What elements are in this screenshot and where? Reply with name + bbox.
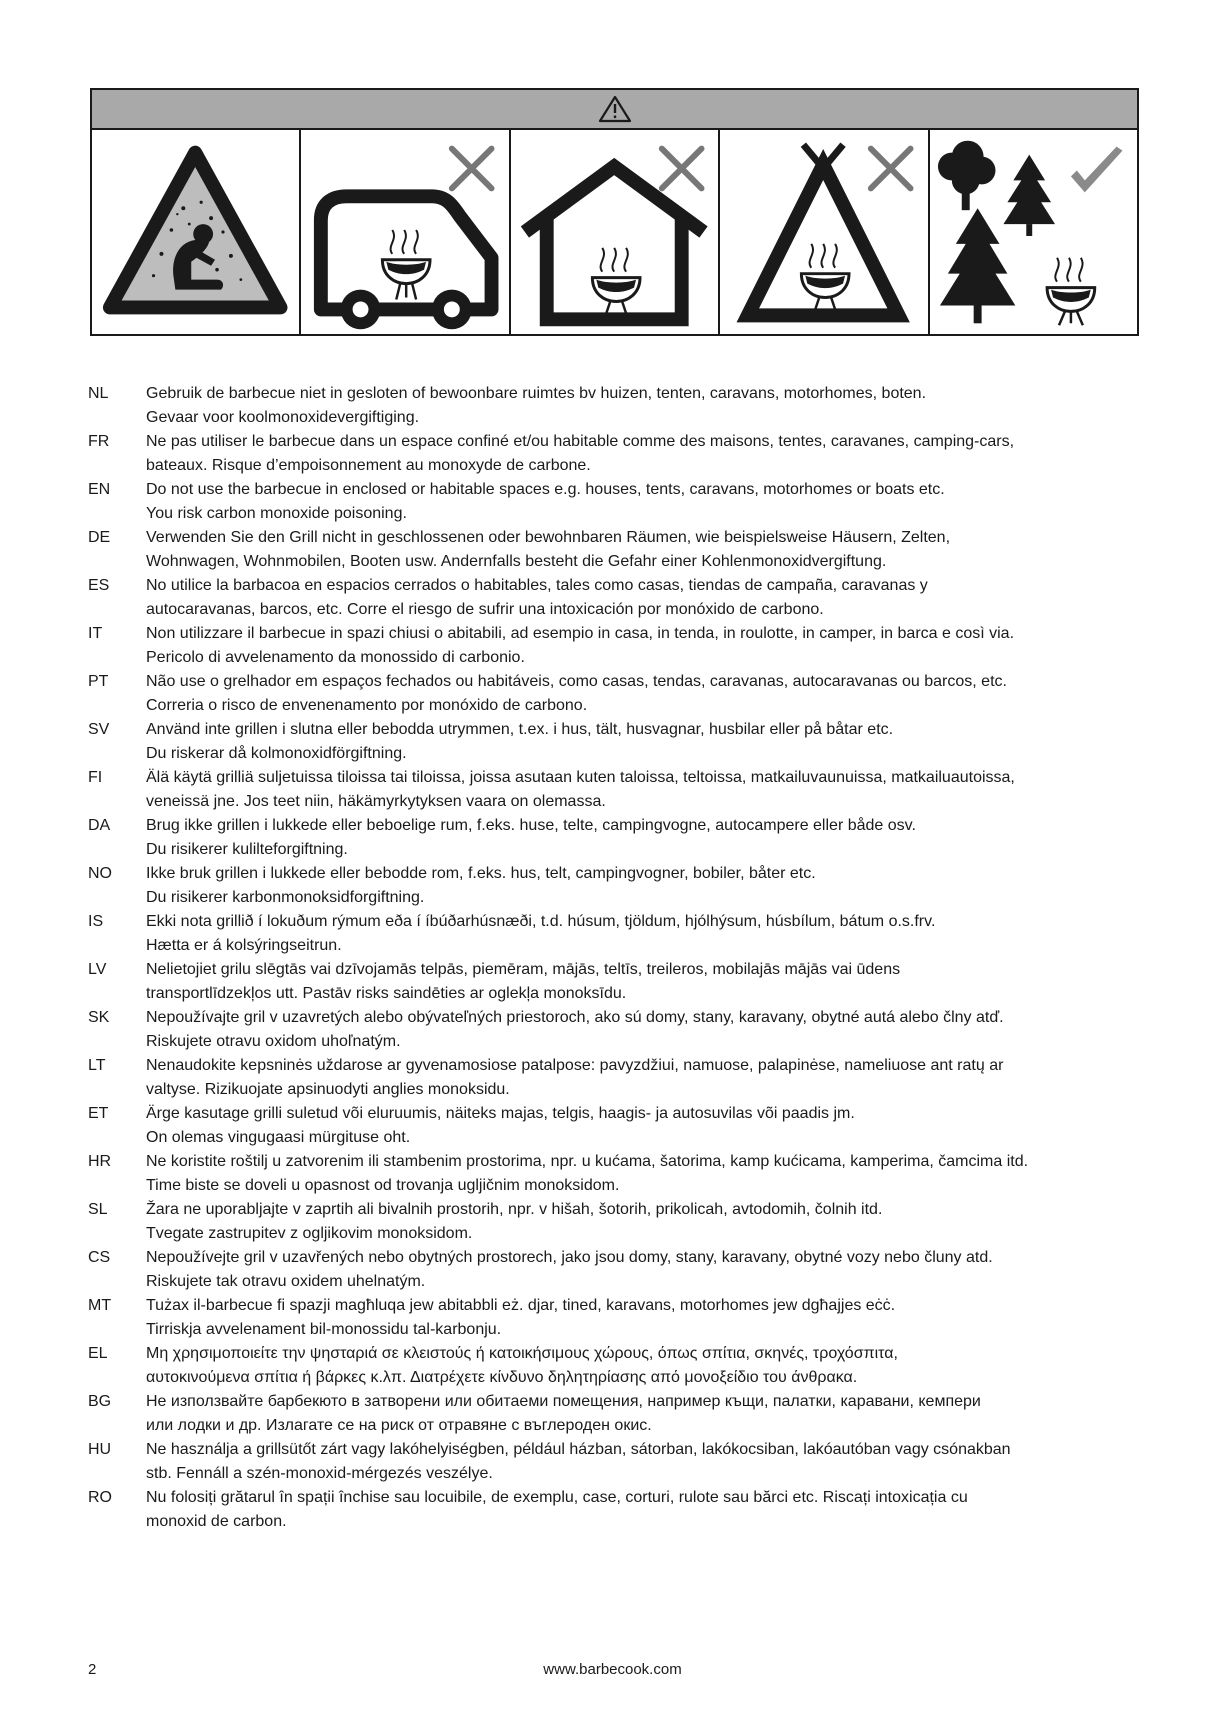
warning-text: Älä käytä grilliä suljetuissa tiloissa tai tiloissa, joissa asutaan kuten taloissa, teltoissa, matkailuvaunuissa, matkailuautoissa, veneissä jne. Jos teet niin, häkämyrkytyksen vaara on olemassa. (146, 769, 1015, 810)
warning-entry (88, 1102, 1148, 1150)
language-code: LT (88, 1057, 106, 1074)
panel-vehicle-prohibited (301, 130, 510, 336)
warning-text: Brug ikke grillen i lukkede eller beboelige rum, f.eks. huse, telte, campingvogne, autocampere eller både osv. Du risikerer kulilteforgiftning. (146, 817, 916, 858)
warning-text: Nenaudokite kepsninės uždarose ar gyvenamosiose patalpose: pavyzdžiui, namuose, palapinėse, nameliuose ant ratų ar valtyse. Rizikuojate apsinuodyti anglies monoksidu. (146, 1057, 1004, 1098)
warning-entry (88, 958, 1148, 1006)
language-code: SK (88, 1009, 110, 1026)
barbecue-outdoors-allowed-icon (930, 130, 1137, 336)
warning-entry (88, 622, 1148, 670)
warning-text: Ne pas utiliser le barbecue dans un espace confiné et/ou habitable comme des maisons, tentes, caravanes, camping-cars, bateaux. Risque d’empoisonnement au monoxyde de carbone. (146, 433, 1015, 474)
warning-entry (88, 1390, 1148, 1438)
warning-text: Nelietojiet grilu slēgtās vai dzīvojamās telpās, piemēram, mājās, teltīs, treileros, mobilajās mājās vai ūdens transportlīdzekļos utt. Pastāv risks saindēties ar oglekļa monoksīdu. (146, 961, 901, 1002)
warning-text: Nu folosiți grătarul în spații închise sau locuibile, de exemplu, case, corturi, rulote sau bărci etc. Riscați intoxicația cu monoxid de carbon. (146, 1489, 968, 1530)
language-code: SV (88, 721, 110, 738)
language-code: DA (88, 817, 111, 834)
warning-text: Tużax il-barbecue fi spazji magħluqa jew abitabbli eż. djar, tined, karavans, motorhomes jew dgħajjes eċċ. Tirriskja avvelenament bil-monossidu tal-karbonju. (146, 1297, 896, 1338)
warning-entry (88, 1054, 1148, 1102)
warning-entry (88, 1486, 1148, 1534)
language-code: ES (88, 577, 110, 594)
warning-text: Ikke bruk grillen i lukkede eller bebodde rom, f.eks. hus, telt, campingvogner, bobiler, båter etc. Du risikerer karbonmonoksidforgiftning. (146, 865, 816, 906)
warning-text: Не използвайте барбекюто в затворени или обитаеми помещения, например къщи, палатки, каравани, кемпери или лодки и др. Излагате се на риск от отравяне с въглероден окис. (146, 1393, 981, 1434)
panel-co-poisoning (92, 130, 301, 336)
language-code: BG (88, 1393, 112, 1410)
language-code: NO (88, 865, 112, 882)
language-code: PT (88, 673, 109, 690)
language-code: MT (88, 1297, 112, 1314)
warning-text: Ne használja a grillsütőt zárt vagy lakóhelyiségben, például házban, sátorban, lakókocsiban, lakóautóban vagy csónakban stb. Fennáll a szén-monoxid-mérgezés veszélye. (146, 1441, 1011, 1482)
warning-entry (88, 1294, 1148, 1342)
language-code: DE (88, 529, 111, 546)
panel-outdoors-allowed (930, 130, 1137, 336)
warning-entry (88, 1198, 1148, 1246)
language-code: EN (88, 481, 111, 498)
language-code: IS (88, 913, 104, 930)
warning-text: No utilice la barbacoa en espacios cerrados o habitables, tales como casas, tiendas de campaña, caravanas y autocaravanas, barcos, etc. Corre el riesgo de sufrir una intoxicación por monóxido de carbono. (146, 577, 928, 618)
warning-text: Μη χρησιμοποιείτε την ψησταριά σε κλειστούς ή κατοικήσιμους χώρους, όπως σπίτια, σκηνές, τροχόσπιτα, αυτοκινούμενα σπίτια ή βάρκες κ.λπ. Διατρέχετε κίνδυνο δηλητηρίασης από μονοξείδιο του άνθρακα. (146, 1345, 898, 1386)
language-code: HR (88, 1153, 112, 1170)
warning-entry (88, 862, 1148, 910)
warning-entry (88, 1342, 1148, 1390)
warning-text: Nepoužívejte gril v uzavřených nebo obytných prostorech, jako jsou domy, stany, karavany, obytné vozy nebo čluny atd. Riskujete tak otravu oxidem uhelnatým. (146, 1249, 993, 1290)
warning-text: Gebruik de barbecue niet in gesloten of bewoonbare ruimtes bv huizen, tenten, caravans, motorhomes, boten. Gevaar voor koolmonoxidevergiftiging. (146, 385, 927, 426)
warning-triangle-icon (598, 95, 632, 123)
warning-entry (88, 1150, 1148, 1198)
language-code: IT (88, 625, 103, 642)
warning-text: Ekki nota grillið í lokuðum rýmum eða í íbúðarhúsnæði, t.d. húsum, tjöldum, hjólhýsum, húsbílum, bátum o.s.frv. Hætta er á kolsýringseitrun. (146, 913, 936, 954)
warning-entry (88, 766, 1148, 814)
panel-house-prohibited (511, 130, 720, 336)
warning-entry (88, 382, 1148, 430)
warning-entry (88, 526, 1148, 574)
footer-url: www.barbecook.com (543, 1661, 682, 1678)
warning-text: Ärge kasutage grilli suletud või eluruumis, näiteks majas, telgis, haagis- ja autosuvilas või paadis jm. On olemas vingugaasi mürgituse oht. (146, 1105, 855, 1146)
language-code: NL (88, 385, 109, 402)
warning-entry (88, 814, 1148, 862)
warning-entry (88, 910, 1148, 958)
language-code: FR (88, 433, 110, 450)
warning-entry (88, 1246, 1148, 1294)
language-code: RO (88, 1489, 112, 1506)
warning-entry (88, 574, 1148, 622)
panel-tent-prohibited (720, 130, 929, 336)
warning-entry (88, 718, 1148, 766)
pictogram-panels (92, 130, 1137, 336)
warning-entry (88, 670, 1148, 718)
language-code: SL (88, 1201, 108, 1218)
barbecue-in-house-prohibited-icon (511, 130, 718, 336)
warning-entry (88, 1438, 1148, 1486)
barbecue-in-vehicle-prohibited-icon (301, 130, 508, 336)
barbecue-in-tent-prohibited-icon (720, 130, 927, 336)
page-number: 2 (88, 1661, 97, 1678)
warning-text: Žara ne uporabljajte v zaprtih ali bivalnih prostorih, npr. v hišah, šotorih, prikolicah, avtodomih, čolnih itd. Tvegate zastrupitev z ogljikovim monoksidom. (146, 1201, 883, 1242)
multilingual-warning-list (88, 382, 1148, 1534)
warning-pictogram-box (90, 88, 1139, 336)
language-code: CS (88, 1249, 111, 1266)
warning-text: Använd inte grillen i slutna eller bebodda utrymmen, t.ex. i hus, tält, husvagnar, husbilar eller på båtar etc. Du riskerar då kolmonoxidförgiftning. (146, 721, 894, 762)
warning-text: Não use o grelhador em espaços fechados ou habitáveis, como casas, tendas, caravanas, autocaravanas ou barcos, etc. Correria o risco de envenenamento por monóxido de carbono. (146, 673, 1007, 714)
language-code: HU (88, 1441, 112, 1458)
language-code: ET (88, 1105, 109, 1122)
warning-entry (88, 478, 1148, 526)
co-poisoning-warning-icon (92, 130, 299, 336)
warning-header-bar (92, 90, 1137, 130)
language-code: FI (88, 769, 103, 786)
warning-entry (88, 430, 1148, 478)
warning-text: Do not use the barbecue in enclosed or habitable spaces e.g. houses, tents, caravans, motorhomes or boats etc. You risk carbon monoxide poisoning. (146, 481, 945, 522)
warning-text: Nepoužívajte gril v uzavretých alebo obývateľných priestoroch, ako sú domy, stany, karavany, obytné autá alebo člny atď. Riskujete otravu oxidom uhoľnatým. (146, 1009, 1004, 1050)
warning-text: Non utilizzare il barbecue in spazi chiusi o abitabili, ad esempio in casa, in tenda, in roulotte, in camper, in barca e così via. Pericolo di avvelenamento da monossido di carbonio. (146, 625, 1015, 666)
language-code: LV (88, 961, 107, 978)
language-code: EL (88, 1345, 108, 1362)
warning-text: Verwenden Sie den Grill nicht in geschlossenen oder bewohnbaren Räumen, wie beispielsweise Häusern, Zelten, Wohnwagen, Wohnmobilen, Booten usw. Andernfalls besteht die Gefahr einer Kohlenmonoxidvergiftung. (146, 529, 951, 570)
warning-text: Ne koristite roštilj u zatvorenim ili stambenim prostorima, npr. u kućama, šatorima, kamp kućicama, kamperima, čamcima itd. Time biste se doveli u opasnost od trovanja ugljičnim monoksidom. (146, 1153, 1029, 1194)
warning-entry (88, 1006, 1148, 1054)
